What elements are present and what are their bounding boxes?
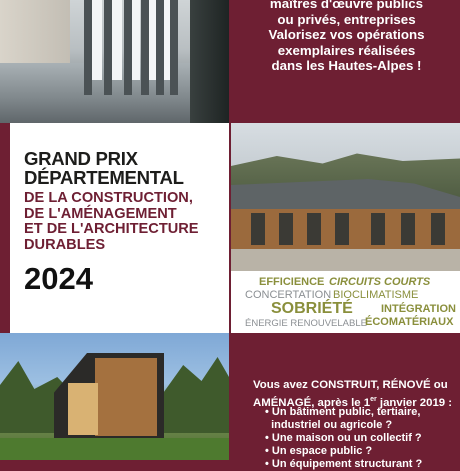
subtitle bbox=[24, 191, 199, 253]
subtitle-line-1: DE LA CONSTRUCTION, bbox=[24, 190, 193, 206]
list-item: • Une maison ou un collectif ? bbox=[265, 432, 422, 444]
intro-date-sup: er bbox=[370, 395, 377, 403]
keyword-bioclimatisme: BIOCLIMATISME bbox=[333, 289, 419, 301]
keywords-panel bbox=[231, 271, 460, 333]
keyword-energie-renouvelable: ÉNERGIE RENOUVELABLE bbox=[245, 318, 367, 329]
list-item: • Un équipement structurant ? bbox=[265, 458, 423, 470]
intro-line-2: ou privés, entreprises bbox=[277, 11, 416, 27]
title-panel bbox=[10, 123, 229, 333]
intro-line-1: maîtres d'œuvre publics bbox=[269, 0, 424, 11]
keyword-circuits-courts: CIRCUITS COURTS bbox=[329, 276, 431, 288]
eligibility-list bbox=[265, 406, 422, 471]
keyword-concertation: CONCERTATION bbox=[245, 289, 332, 301]
intro-line-4: exemplaires réalisées bbox=[277, 42, 416, 58]
title-line-2: DÉPARTEMENTAL bbox=[24, 167, 184, 188]
subtitle-line-2: DE L'AMÉNAGEMENT bbox=[24, 205, 177, 222]
intro-line-5: dans les Hautes-Alpes ! bbox=[271, 58, 422, 73]
list-item: • Un espace public ? bbox=[265, 445, 373, 457]
eligibility-block bbox=[229, 333, 460, 470]
cabin-photo bbox=[0, 333, 229, 460]
intro-date-text: AMÉNAGÉ, après le 1 bbox=[253, 396, 371, 409]
corridor-photo bbox=[0, 0, 229, 123]
year: 2024 bbox=[24, 261, 93, 296]
title-line-1: GRAND PRIX bbox=[24, 148, 138, 169]
keyword-ecomateriaux: ÉCOMATÉRIAUX bbox=[365, 316, 454, 328]
intro-text-block bbox=[229, 0, 460, 123]
building-photo bbox=[231, 123, 460, 271]
list-item: • Un bâtiment public, tertiaire, bbox=[265, 406, 421, 418]
eligibility-intro-line-1: Vous avez CONSTRUIT, RÉNOVÉ ou bbox=[253, 379, 448, 391]
intro-line-3: Valorisez vos opérations bbox=[268, 27, 425, 42]
subtitle-line-3: ET DE L'ARCHITECTURE bbox=[24, 221, 199, 237]
keyword-sobriete: SOBRIÉTÉ bbox=[271, 300, 353, 317]
subtitle-line-4: DURABLES bbox=[24, 236, 106, 253]
page-title bbox=[24, 149, 184, 187]
keyword-efficience: EFFICIENCE bbox=[259, 276, 325, 288]
keyword-integration: INTÉGRATION bbox=[381, 303, 456, 315]
list-item: industriel ou agricole ? bbox=[265, 419, 393, 431]
intro-date-end: janvier 2019 : bbox=[376, 396, 453, 409]
